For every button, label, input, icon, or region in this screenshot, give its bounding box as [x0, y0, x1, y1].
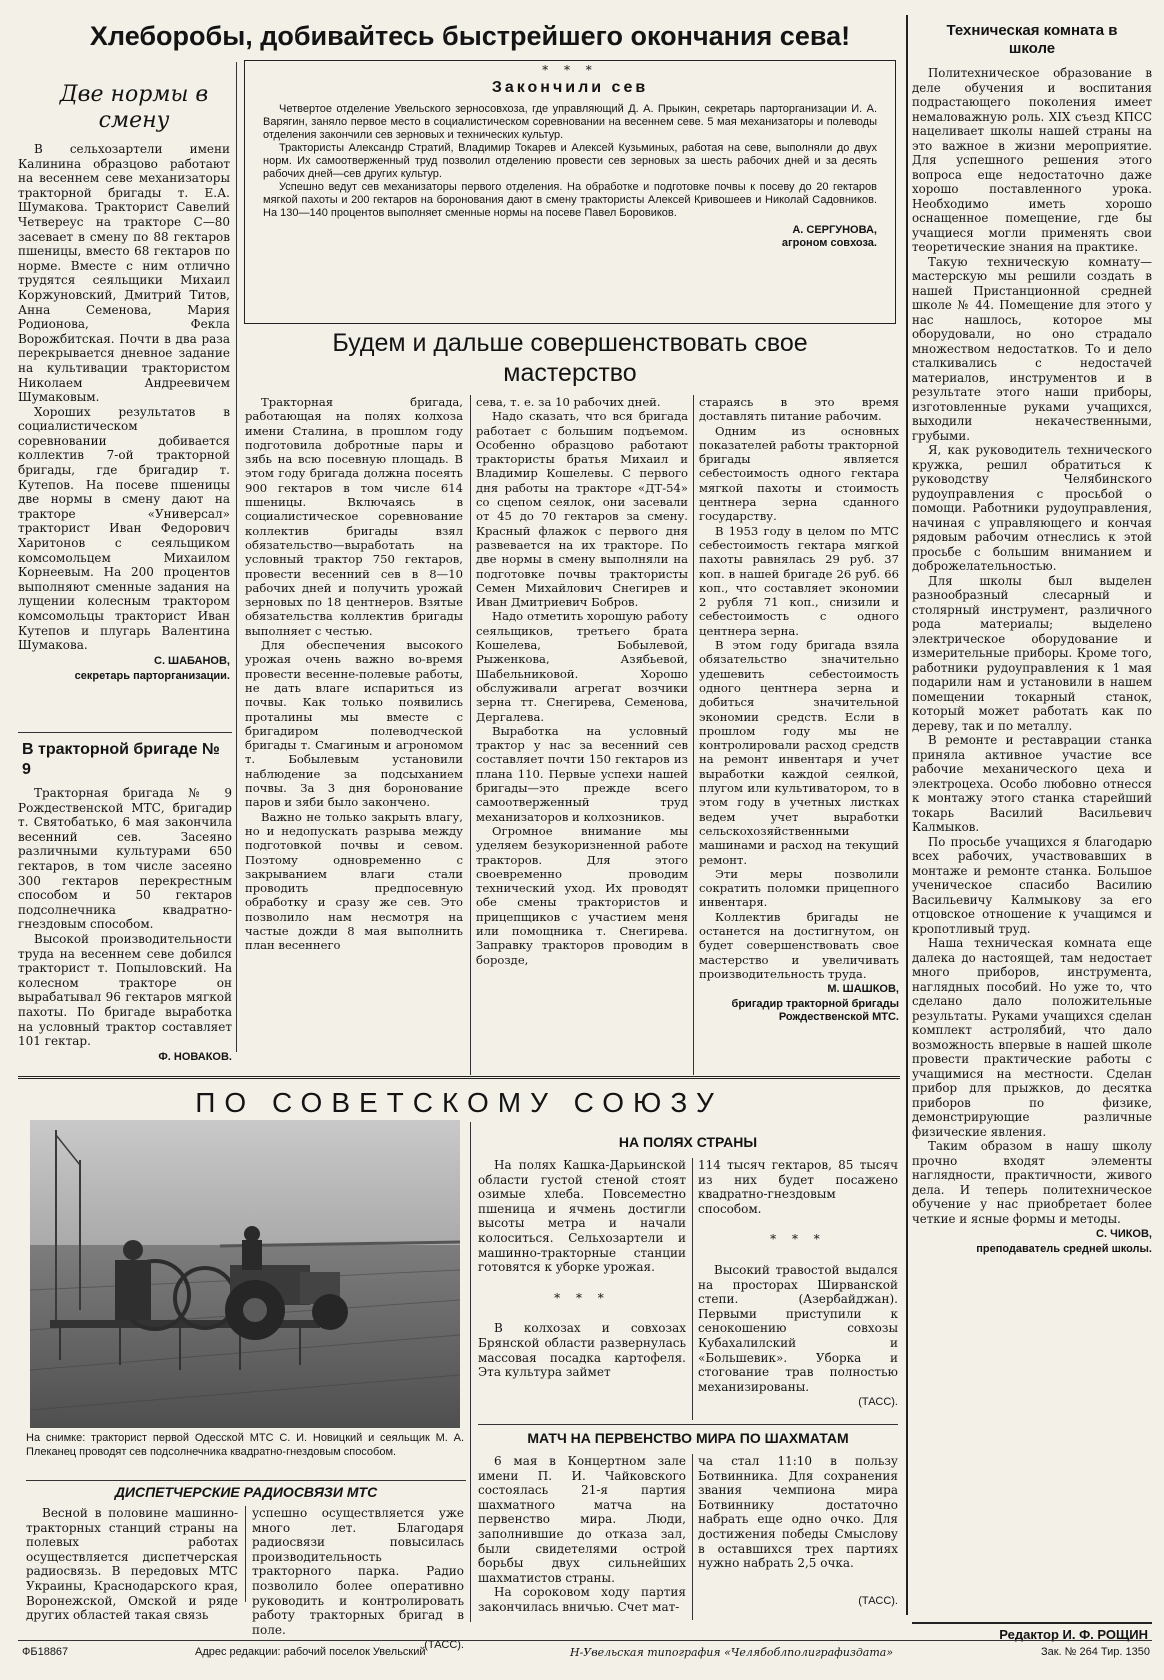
editor-rule	[912, 1622, 1152, 1624]
school-paragraph: Такую техническую комнату—мастерскую мы решили создать в нашей Пристанционной средней школе № 44. Помещение для этого у нас нашлось, которое мы оборудовали, но оно страдало множеством недостатков. То и дело сталкивались с недостачей материалов, инструментов и в результате этого наши приборы, изготовленные руками учащихся, выходили некачественными, грубыми.	[912, 254, 1152, 443]
improve-column-a	[245, 395, 463, 1075]
improve-paragraph: Важно не только закрыть влагу, но и недопускать разрыва между подготовкой почвы и севом. Поэтому одновременно с закрыванием влаги стали проводить предпосевную обработку и сразу же сев. Это позволило нам несмотря на частые дожди 8 мая выполнить план весеннего	[245, 809, 463, 953]
section-rule	[18, 1076, 900, 1079]
col1-article	[18, 70, 230, 730]
improve-paragraph: В этом году бригада взяла обязательство значительно удешевить себестоимость одного центнера зерна и добиться значительной экономии средств. Если в прошлом году мы не контролировали расход средств на ремонт инвентаря и учет выработки каждой сеялкой, плугом или культиватором, то в этом году в учетных листках ведем учет выработки сельскохозяйственными машинами и расход на текущий ремонт.	[699, 638, 899, 867]
fields-column-b	[698, 1158, 898, 1428]
finished-paragraph: Четвертое отделение Увельского зерносовхоза, где управляющий Д. А. Прыкин, секретарь парторганизации И. А. Варягин, заняло первое место в социалистическом соревновании на весеннем севе. 5 мая механизаторы и полеводы отделения закончили сев зерновых и технических культур.	[263, 103, 877, 141]
improve-paragraph: Одним из основных показателей работы тракторной бригады является себестоимость одного гектара мягкой пахоты и стоимость центнера зерна сданного государству.	[699, 423, 899, 524]
col1-signature-role: секретарь парторганизации.	[74, 669, 230, 682]
footer-rule	[18, 1640, 1152, 1641]
improve-paragraph: Для обеспечения высокого урожая очень важно во-время провести весенне-полевые работы, не дать влаге испариться из почвы. Как только появились проталины мы вместе с бригадиром полеводческой бригады т. Смагиным и агрономом т. Бобылевым установили наблюдение за подсыханием почвы. За 3 дня боронование паров и зяби было закончено.	[245, 638, 463, 810]
column-rule	[470, 395, 471, 1075]
brigade9-paragraph: Высокой производительности труда на весеннем севе добился тракторист т. Попыловский. На колесном тракторе он вырабатывал 96 гектаров мягкой пахоты. По бригаде выработка на условный трактор составляет 101 гектар.	[18, 931, 232, 1049]
school-paragraph: В ремонте и реставрации станка приняла активное участие все рабочие механического цеха и электроцеха. Особо любовно отнесся к монтажу этого станка старейший токарь Василий Васильевич Калмыков.	[912, 733, 1152, 834]
finished-paragraph: Трактористы Александр Стратий, Владимир Токарев и Алексей Кузьминых, работая на севе, выполняли до двух норм. Их самоотверженный труд позволил отделению провести сев зерновых за шесть рабочих дней и за десять рабочих дней—сев других культур.	[263, 142, 877, 180]
school-article	[912, 22, 1152, 1622]
improve-paragraph: В 1953 году в целом по МТС себестоимость гектара мягкой пахоты равнялась 29 руб. 37 коп. в нашей бригаде 26 руб. 66 коп., что составляет экономии 2 рубля 71 коп., снизили и себестоимость с одного центнера зерна.	[699, 523, 899, 638]
improve-signature-role: бригадир тракторной бригады Рождественской МТС.	[731, 998, 899, 1024]
column-rule	[470, 1122, 471, 1622]
tractor-photo	[30, 1120, 460, 1428]
col1-paragraph: Хороших результатов в социалистическом соревновании добивается коллектив 7-ой тракторной бригады, где бригадир т. Кутепов. На посеве пшеницы две нормы в смену дают на тракторе «Универсал» тракторист Иван Федорович Харитонов с сеяльщиком комсомольцем Михаилом Корнеевым. На 200 процентов выполняют сменные задания на лущении колесным трактором комсомольцы тракторист Иван Кутепов и плугарь Валентина Шумакова.	[18, 404, 230, 653]
column-rule	[692, 1158, 693, 1420]
finished-title: Закончили сев	[491, 79, 649, 96]
chess-paragraph: На сороковом ходу партия закончилась вничью. Счет мат-	[478, 1585, 686, 1614]
main-headline: Хлеборобы, добивайтесь быстрейшего окончания сева!	[89, 21, 851, 51]
improve-paragraph: сева, т. е. за 10 рабочих дней.	[476, 395, 661, 409]
divider	[26, 1480, 466, 1481]
radio-column-a: Весной в половине машинно-тракторных станций страны на полевых работах осуществляется диспетчерская радиосвязь. В передовых МТС Украины, Краснодарского края, Воронежской, Омской и ряде других областей такая связь	[26, 1506, 238, 1623]
finished-signature: А. СЕРГУНОВА,	[792, 224, 877, 236]
fields-title: НА ПОЛЯХ СТРАНЫ	[618, 1134, 758, 1150]
tractor-photo-image	[30, 1120, 460, 1428]
improve-paragraph: Надо отметить хорошую работу сеяльщиков, третьего брата Кошелева, Бобылевой, Рыженкова, Азябьевой, Шабельниковой. Хорошо обслуживали агрегат возчики зерна тт. Снегирева, Семенова, Дергалева.	[476, 609, 688, 724]
school-signature-role: преподаватель средней школы.	[976, 1243, 1152, 1255]
editor-line: Редактор И. Ф. РОЩИН	[999, 1627, 1148, 1642]
fields-paragraph: 114 тысяч гектаров, 85 тысяч из них будет посажено квадратно-гнездовым способом.	[698, 1158, 898, 1216]
improve-paragraph: Коллектив бригады не останется на достигнутом, он будет совершенствовать свое мастерство и увеличивать производительность труда.	[699, 909, 899, 981]
footer-address: Адрес редакции: рабочий поселок Увельский	[195, 1646, 426, 1658]
brigade9-signature: Ф. НОВАКОВ.	[158, 1050, 232, 1063]
finished-paragraph: Успешно ведут сев механизаторы первого отделения. На обработке и подготовке почвы к посеву до 20 гектаров мягкой пахоты и 200 гектаров на боронования дают в смену трактористы Алексей Кривошеев и Николай Садовников. На 130—140 процентов выполняет сменные нормы на посеве Павел Боровиков.	[263, 181, 877, 219]
photo-caption: На снимке: тракторист первой Одесской МТС С. И. Новицкий и сеяльщик М. А. Плеканец проводят сев подсолнечника квадратно-гнездовым способом.	[26, 1432, 464, 1458]
brigade9-title: В тракторной бригаде № 9	[22, 741, 220, 778]
school-title: Техническая комната в школе	[946, 22, 1118, 57]
fields-paragraph: На полях Кашка-Дарьинской области густой стеной стоят озимые хлеба. Повсеместно пшеница и ячмень достигли высоты метра и начали колоситься. Сельхозартели и машинно-тракторные станции готовятся к уборке урожая.	[478, 1158, 686, 1275]
column-rule	[692, 1454, 693, 1620]
divider	[478, 1424, 898, 1425]
fields-paragraph: В колхозах и совхозах Брянской области развернулась массовая посадка картофеля. Эта культура займет	[478, 1321, 686, 1380]
footer-order: Зак. № 264 Тир. 1350	[1040, 1646, 1150, 1658]
ussr-header: ПО СОВЕТСКОМУ СОЮЗУ	[195, 1087, 723, 1118]
improve-title: Будем и дальше совершенствовать свое мастерство	[332, 329, 808, 387]
footer-code: ФБ18867	[22, 1646, 69, 1658]
column-rule	[245, 1506, 246, 1602]
radio-body-b: успешно осуществляется уже много лет. Благодаря радиосвязи повысилась производительность тракторного парка. Радио позволило более оперативно руководить и контролировать работу тракторных бригад в поле.	[252, 1506, 464, 1637]
finished-article	[244, 60, 896, 324]
school-paragraph: Таким образом в нашу школу прочно входят элементы наглядности, практичности, живого дела. И теперь политехническое обучение у нас приобретает более четкие и ясные формы и методы.	[912, 1139, 1152, 1226]
chess-paragraph: 6 мая в Концертном зале имени П. И. Чайковского состоялась 21-я партия шахматного матча на первенство мира. Люди, заполнившие до отказа зал, были свидетелями острой борьбы двух сильнейших шахматистов страны.	[478, 1454, 686, 1585]
footer-printer: Н-Увельская типография «Челябоблполиграфиздата»	[570, 1646, 894, 1659]
stars-ornament: * * *	[770, 1232, 826, 1247]
chess-source: (ТАСС).	[858, 1594, 898, 1607]
improve-paragraph: Выработка на условный трактор у нас за весенний сев составляет почти 150 гектаров из плана 110. Первые успехи нашей бригады—это прежде всего самоотверженный труд механизаторов и колхозников.	[476, 723, 688, 824]
school-paragraph: По просьбе учащихся я благодарю всех рабочих, участвовавших в монтаже и ремонте станка. Большое ученическое спасибо Василию Васильевичу Калмыкову за его отцовское отношение к учащимся и кропотливый труд.	[912, 834, 1152, 936]
school-signature: С. ЧИКОВ,	[1096, 1228, 1152, 1240]
col1-paragraph: В сельхозартели имени Калинина образцово работают на весеннем севе механизаторы тракторной бригады т. Е.А. Шумакова. Тракторист Савелий Четвереус на тракторе С—80 засевает в смену по 88 гектаров пшеницы, вместо 68 гектаров по норме. Вместе с ним отлично трудятся сеяльщики Михаил Коржуновский, Дмитрий Титов, Анна Семенова, Мария Родионова, Фекла Ворожбитская. Почти в два раза перекрывается дневное задание на культивации трактористом Николаем Андреевичем Шумаковым.	[18, 142, 230, 405]
column-rule	[236, 62, 237, 1052]
improve-column-c	[699, 395, 899, 1075]
col1-signature: С. ШАБАНОВ,	[154, 654, 230, 667]
stars-ornament: * * *	[554, 1290, 610, 1305]
school-paragraph: Для школы был выделен разнообразный слесарный и столярный инструмент, различного рода материалы; выделено электрическое оборудование и измерительные приборы. Кроме того, работники рудоуправления к 1 мая подарили нам и установили в нашем помещении токарный станок, который может работать как по дереву, так и по металлу.	[912, 573, 1152, 733]
column-rule	[906, 15, 908, 1615]
brigade9-article	[18, 740, 232, 1075]
radio-source: (ТАСС).	[424, 1639, 464, 1652]
stars-ornament: * * *	[542, 63, 598, 77]
improve-signature: М. ШАШКОВ,	[827, 983, 899, 996]
fields-source: (ТАСС).	[858, 1396, 898, 1409]
radio-column-b	[252, 1506, 464, 1652]
improve-paragraph: стараясь в это время доставлять питание рабочим.	[699, 395, 899, 424]
school-paragraph: Политехническое образование в деле обучения и воспитания подрастающего поколения имеет немаловажную роль. XIX съезд КПСС нацеливает школы нашей страны на это важное в жизни мероприятие. Для успешного решения этого вопроса еще недостаточно даже хорошо поставленного урока. Необходимо иметь хорошо оснащенное помещение, где бы учащиеся могли применять свои теоретические знания на практике.	[912, 66, 1152, 254]
col1-body	[18, 142, 230, 653]
chess-column-a	[478, 1454, 686, 1624]
improve-paragraph: Надо сказать, что вся бригада работает с большим подъемом. Особенно образцово работают трактористы братья Михаил и Владимир Кошелевы. С первого дня работы на тракторе «ДТ-54» со сцепом сеялок, они засевали от 45 до 70 гектаров за смену. Красный флажок с первого дня развевается на их тракторе. По две нормы в смену выполняли на подготовке почвы трактористы Семен Михайлович Снегирев и Иван Дмитриевич Бобров.	[476, 409, 688, 610]
improve-column-b	[476, 395, 688, 1075]
fields-column-a	[478, 1158, 686, 1428]
chess-paragraph: ча стал 11:10 в пользу Ботвинника. Для сохранения звания чемпиона мира Ботвиннику достаточно набрать еще одно очко. Для достижения победы Смыслову в оставшихся трех партиях нужно набрать 2,5 очка.	[698, 1454, 898, 1571]
finished-signature-role: агроном совхоза.	[781, 237, 877, 249]
chess-column-b	[698, 1454, 898, 1624]
brigade9-paragraph: Тракторная бригада № 9 Рождественской МТС, бригадир т. Святобатько, 6 мая закончила весенний сев. Засеяно различными культурами 650 гектаров, в том числе засеяно 300 гектаров перекрестным способом и 50 гектаров подсолнечника квадратно-гнездовым способом.	[18, 786, 232, 932]
improve-paragraph: Тракторная бригада, работающая на полях колхоза имени Сталина, в прошлом году подготовила добротные пары и зябь на всю посевную площадь. В этом году бригада должна посеять 900 гектаров в том числе 614 пшеницы. Включаясь в социалистическое соревнование коллектив бригады взял обязательство—выработать на условный трактор 750 гектаров, провести весенний сев в 8—10 рабочих дней и получить урожай зерновых по 18 центнеров. Взятые обязательства коллектив бригады выполняет с честью.	[245, 395, 463, 638]
improve-paragraph: Огромное внимание мы уделяем безукоризненной работе тракторов. Для этого своевременно проводим технический уход. Их проводят обе смены трактористов и прицепщиков с участием меня или помощника т. Снегирева. Заправку тракторов проводим в борозде,	[476, 823, 688, 967]
divider	[18, 732, 232, 733]
chess-title: МАТЧ НА ПЕРВЕНСТВО МИРА ПО ШАХМАТАМ	[527, 1430, 849, 1446]
school-paragraph: Наша техническая комната еще далека до настоящей, там недостает много приборов, инструмента, наглядных пособий. Но уже то, что сделано дало положительные результаты. Руками учащихся сделан комплект астролябий, что дало возможность впервые в нашей школе провести практические работы с учащимися на местности. Сделан прибор для прыжков, до десятка приборов по физике, демонстрирующие различные физические явления.	[912, 936, 1152, 1139]
column-rule	[693, 395, 694, 1075]
improve-paragraph: Эти меры позволили сократить поломки прицепного инвентаря.	[699, 866, 899, 910]
fields-paragraph: Высокий травостой выдался на просторах Ширванской степи. (Азербайджан). Первыми приступили к сенокошению совхозы Кубахалилский и «Большевик». Уборка и стогование трав полностью механизированы.	[698, 1262, 898, 1394]
school-paragraph: Я, как руководитель технического кружка, решил обратиться к руководству Челябинского рудоуправления с просьбой о помощи. Работники рудоуправления, начиная с управляющего и кончая рядовым рабочим отнеслись к этой просьбе с большим вниманием и доброжелательностью.	[912, 443, 1152, 573]
radio-title: ДИСПЕТЧЕРСКИЕ РАДИОСВЯЗИ МТС	[114, 1484, 378, 1500]
col1-title: Две нормы в смену	[59, 82, 209, 133]
